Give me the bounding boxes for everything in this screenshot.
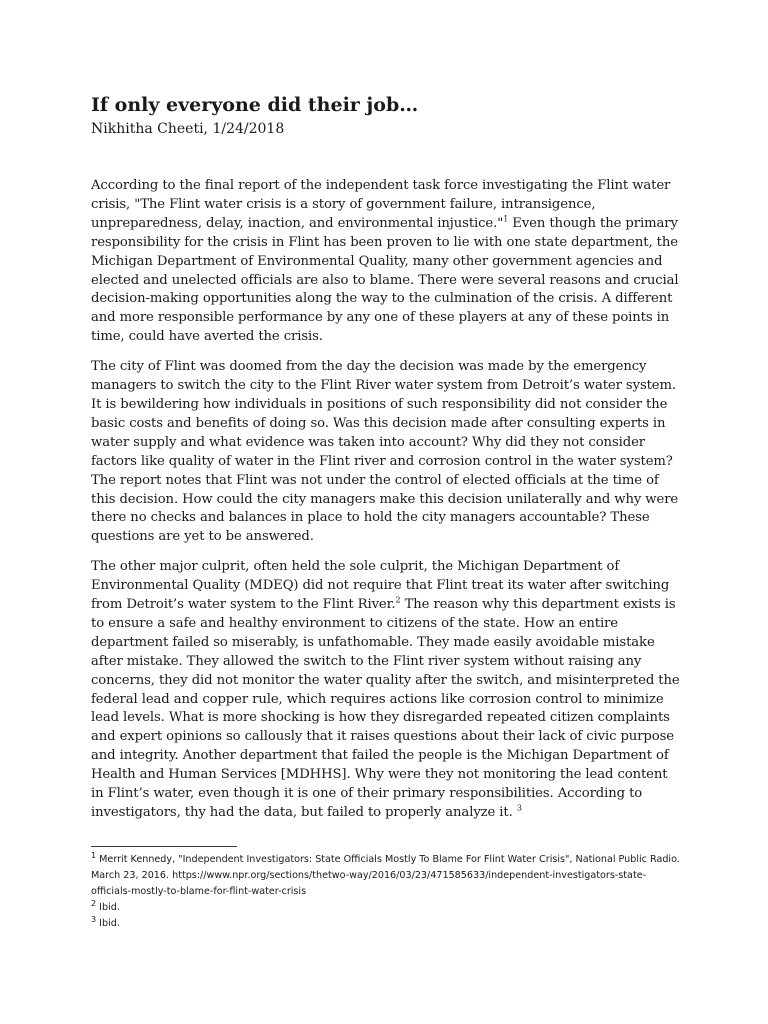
paragraph-2 [91,358,681,547]
footnote-3 [91,916,681,932]
footnotes [91,852,681,932]
footnote-text: Merrit Kennedy, "Independent Investigators: State Officials Mostly To Blame For Flint Water Crisis", National Public Radio. March 23, 2016. https://www.npr.org/sections/thetwo-way/2016/03/23/471585633/independent-investigators-state-officials-mostly-to-blame-for-flint-water-crisis [91,854,680,897]
footnote-number: 1 [91,850,97,860]
footnote-ref-1[interactable]: 1 [503,214,509,224]
paragraph-text: The other major culprit, often held the sole culprit, the Michigan Department of Environmental Quality (MDEQ) did not require that Flint treat its water after switching from Detroit’s water system to the Flint River. [91,559,670,613]
footnote-text: Ibid. [99,918,120,929]
footnote-divider [91,846,237,847]
paragraph-text: Even though the primary responsibility for the crisis in Flint has been proven to lie with one state department, the Michigan Department of Environmental Quality, many other government agencies and elected and unelected officials are also to blame. There were several reasons and crucial decision-making opportunities along the way to the culmination of the crisis. A different and more responsible performance by any one of these players at any of these points in time, could have averted the crisis. [91,215,679,345]
footnote-text: Ibid. [99,902,120,913]
paragraph-1 [91,177,681,347]
footnote-number: 2 [91,898,97,908]
paragraph-text: The city of Flint was doomed from the day the decision was made by the emergency managers to switch the city to the Flint River water system from Detroit’s water system. It is bewildering how individuals in positions of such responsibility did not consider the basic costs and benefits of doing so. Was this decision made after consulting experts in water supply and what evidence was taken into account? Why did they not consider factors like quality of water in the Flint river and corrosion control in the water system? The report notes that Flint was not under the control of elected officials at the time of this decision. How could the city managers make this decision unilaterally and why were there no checks and balances in place to hold the city managers accountable? These questions are yet to be answered. [91,359,679,545]
document-title: If only everyone did their job… [91,94,419,116]
author-date-line: Nikhitha Cheeti, 1/24/2018 [91,121,285,137]
paragraph-3 [91,558,681,823]
footnote-1 [91,852,681,900]
footnote-number: 3 [91,914,97,924]
footnote-ref-2[interactable]: 2 [395,595,401,605]
footnote-ref-3[interactable]: 3 [516,803,522,813]
paragraph-text: The reason why this department exists is to ensure a safe and healthy environment to citizens of the state. How an entire department failed so miserably, is unfathomable. They made easily avoidable mistake after mistake. They allowed the switch to the Flint river system without raising any concerns, they did not monitor the water quality after the switch, and misinterpreted the federal lead and copper rule, which requires actions like corrosion control to minimize lead levels. What is more shocking is how they disregarded repeated citizen complaints and expert opinions so callously that it raises questions about their lack of civic purpose and integrity. Another department that failed the people is the Michigan Department of Health and Human Services [MDHHS]. Why were they not monitoring the lead content in Flint’s water, even though it is one of their primary responsibilities. According to investigators, thy had the data, but failed to properly analyze it. [91,597,680,820]
footnote-2 [91,900,681,916]
paragraph-text: According to the final report of the independent task force investigating the Flint water crisis, "The Flint water crisis is a story of government failure, intransigence, unpreparedness, delay, inaction, and environmental injustice." [91,178,671,231]
body-text [91,177,681,834]
